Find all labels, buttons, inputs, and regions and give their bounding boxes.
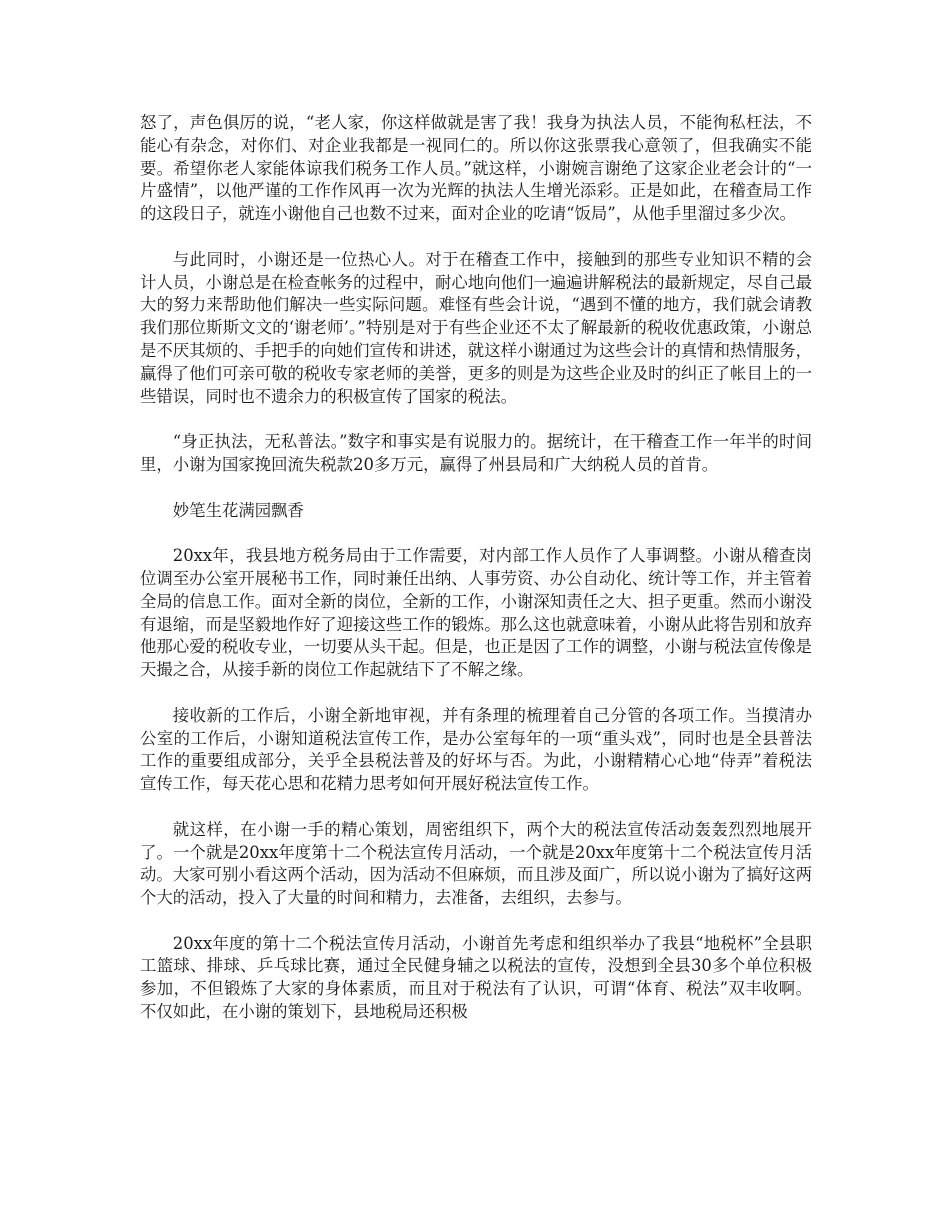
paragraph-8: 20xx年度的第十二个税法宣传月活动，小谢首先考虑和组织举办了我县“地税杯”全县职工篮球、排球、乒乓球比赛，通过全民健身辅之以税法的宣传，没想到全县30多个单位积极参加，不但锻炼了大家的身体素质，而且对于税法有了认识，可谓“体育、税法”双丰收啊。不仅如此，在小谢的策划下，县地税局还积极	[140, 933, 812, 1022]
paragraph-6: 接收新的工作后，小谢全新地审视，并有条理的梳理着自己分管的各项工作。当摸清办公室的工作后，小谢知道税法宣传工作，是办公室每年的一项“重头戏”，同时也是全县普法工作的重要组成部分，关乎全县税法普及的好坏与否。为此，小谢精精心心地“侍弄”着税法宣传工作，每天花心思和花精力思考如何开展好税法宣传工作。	[140, 705, 812, 794]
paragraph-1: 怒了，声色俱厉的说，“老人家，你这样做就是害了我！我身为执法人员，不能徇私枉法，不能心有杂念，对你们、对企业我都是一视同仁的。所以你这张票我心意领了，但我确实不能要。希望你老人家能体谅我们税务工作人员。”就这样，小谢婉言谢绝了这家企业老会计的“一片盛情”，以他严谨的工作作风再一次为光辉的执法人生增光添彩。正是如此，在稽查局工作的这段日子，就连小谢他自己也数不过来，面对企业的吃请“饭局”，从他手里溜过多少次。	[140, 113, 812, 224]
section-heading: 妙笔生花满园飘香	[172, 500, 304, 520]
paragraph-5: 20xx年，我县地方税务局由于工作需要，对内部工作人员作了人事调整。小谢从稽查岗位调至办公室开展秘书工作，同时兼任出纳、人事劳资、办公自动化、统计等工作，并主管着全局的信息工作。面对全新的岗位，全新的工作，小谢深知责任之大、担子更重。然而小谢没有退缩，而是坚毅地作好了迎接这些工作的锻炼。那么这也就意味着，小谢从此将告别和放弃他那心爱的税收专业，一切要从头干起。但是，也正是因了工作的调整，小谢与税法宣传像是天撮之合，从接手新的岗位工作起就结下了不解之缘。	[140, 546, 813, 680]
paragraph-7: 就这样，在小谢一手的精心策划，周密组织下，两个大的税法宣传活动轰轰烈烈地展开了。一个就是20xx年度第十二个税法宣传月活动，一个就是20xx年度第十二个税法宣传月活动。大家可别小看这两个活动，因为活动不但麻烦，而且涉及面广，所以说小谢为了搞好这两个大的活动，投入了大量的时间和精力，去准备，去组织，去参与。	[140, 819, 813, 908]
document-page	[140, 112, 812, 1047]
paragraph-2: 与此同时，小谢还是一位热心人。对于在稽查工作中，接触到的那些专业知识不精的会计人员，小谢总是在检查帐务的过程中，耐心地向他们一遍遍讲解税法的最新规定，尽自己最大的努力来帮助他们解决一些实际问题。难怪有些会计说，“遇到不懂的地方，我们就会请教我们那位斯斯文文的‘谢老师’。”特别是对于有些企业还不太了解最新的税收优惠政策，小谢总是不厌其烦的、手把手的向她们宣传和讲述，就这样小谢通过为这些会计的真情和热情服务，赢得了他们可亲可敬的税收专家老师的美誉，更多的则是为这些企业及时的纠正了帐目上的一些错误，同时也不遗余力的积极宣传了国家的税法。	[140, 249, 813, 406]
paragraph-3: “身正执法，无私普法。”数字和事实是有说服力的。据统计，在干稽查工作一年半的时间里，小谢为国家挽回流失税款20多万元，赢得了州县局和广大纳税人员的首肯。	[140, 432, 812, 474]
